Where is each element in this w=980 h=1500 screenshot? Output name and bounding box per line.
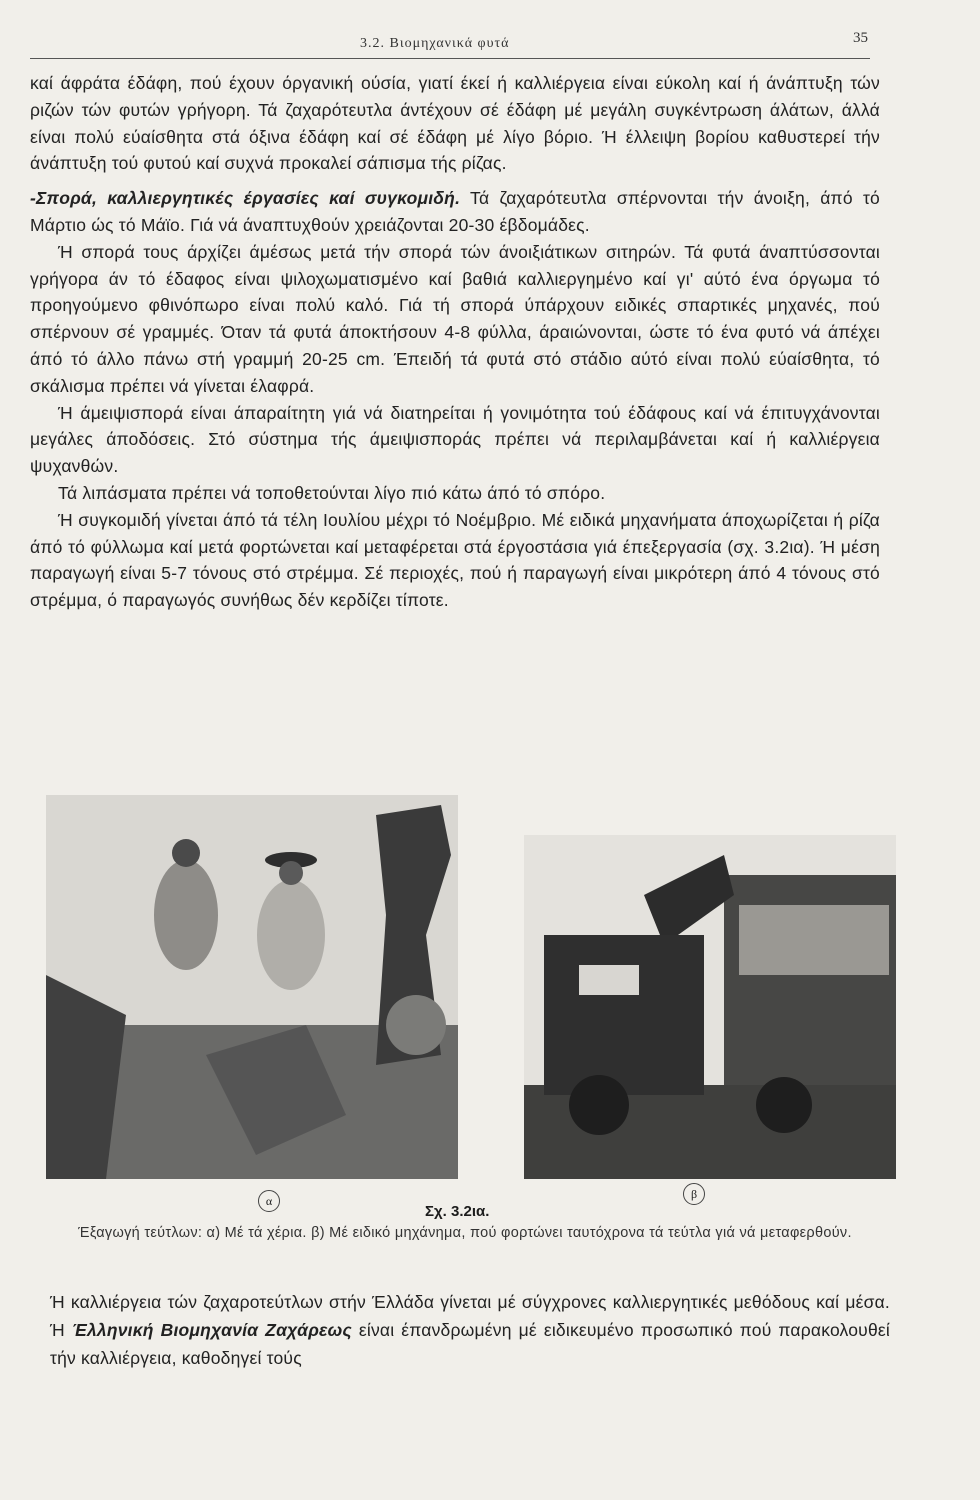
running-head: 3.2. Βιομηχανικά φυτά	[360, 36, 510, 51]
paragraph-soil: καί άφράτα έδάφη, πού έχουν όργανική ούσία, γιατί έκεί ή καλλιέργεια είναι εύκολη καί ή άνάπτυξη τών ριζών τών φυτών γρήγορη. Τά ζαχαρότευτλα άντέχουν σέ έδάφη μέ μεγάλη συγκέντρωση άλάτων, άλλά είναι πολύ εύαίσθητα στά όξινα έδάφη καί σέ έδάφη μέ λίγο βόριο. Ή έλλειψη βορίου καθυστερεί τήν άνάπτυξη τού φυτού καί συχνά προκαλεί σάπισμα τής ρίζας.	[30, 73, 880, 174]
paragraph-harvest: Ή συγκομιδή γίνεται άπό τά τέλη Ιουλίου μέχρι τό Νοέμβριο. Μέ ειδικά μηχανήματα άποχωρίζεται ή ρίζα άπό τό φύλλωμα καί μετά φορτώνεται καί μεταφέρεται στά έργοστάσια γιά έπεξεργασία (σχ. 3.2ια). Ή μέση παραγωγή είναι 5-7 τόνους στό στρέμμα. Σέ περιοχές, πού ή παραγωγή είναι μικρότερη άπό 4 τόνους στό στρέμμα, ό παραγωγός συνήθως δέν κερδίζει τίποτε.	[30, 509, 880, 611]
page-header	[30, 28, 870, 59]
closing-text-after: είναι έπανδρωμένη μέ ειδικευμένο προσωπικό πού παρακολουθεί τήν καλλιέργεια, καθοδηγεί τούς	[50, 1320, 890, 1368]
figure-label-b: β	[683, 1183, 705, 1205]
closing-text-before: Ή καλλιέργεια τών ζαχαροτεύτλων στήν Έλλάδα γίνεται μέ σύγχρονες καλλιεργητικές μεθόδους καί μέσα. Ή	[50, 1292, 890, 1340]
paragraph-sowing-text: Τά ζαχαρότευτλα σπέρνονται τήν άνοιξη, άπό τό Μάρτιο ώς τό Μάϊο. Γιά νά άναπτυχθούν χρειάζονται 20-30 έβδομάδες.	[30, 188, 880, 235]
closing-paragraph	[50, 1288, 890, 1372]
figure	[40, 795, 900, 1185]
figure-caption: Έξαγωγή τεύτλων: α) Μέ τά χέρια. β) Μέ ειδικό μηχάνημα, πού φορτώνει ταυτόχρονα τά τεύτλα γιά νά μεταφερθούν.	[78, 1225, 852, 1241]
main-body	[30, 70, 880, 614]
figure-label-a: α	[258, 1190, 280, 1212]
section-heading: -Σπορά, καλλιεργητικές έργασίες καί συγκομιδή.	[30, 188, 461, 209]
photo-hand-harvest	[46, 795, 458, 1179]
company-name: Έλληνική Βιομηχανία Ζαχάρεως	[71, 1320, 352, 1340]
figure-number: Σχ. 3.2ια.	[425, 1203, 490, 1220]
paragraph-fertilizers: Τά λιπάσματα πρέπει νά τοποθετούνται λίγο πιό κάτω άπό τό σπόρο.	[58, 482, 606, 503]
paragraph-sowing-details: Ή σπορά τους άρχίζει άμέσως μετά τήν σπορά τών άνοιξιάτικων σιτηρών. Τά φυτά άναπτύσσονται γρήγορα άν τό έδαφος είναι ψιλοχωματισμένο καί βαθιά καλλιεργημένο καί γι' αύτό ένα όργωμα τό προηγούμενο φθινόπωρο είναι πολύ καλό. Γιά τή σπορά ύπάρχουν ειδικές σπαρτικές μηχανές, πού σπέρνουν σέ γραμμές. Όταν τά φυτά άποκτήσουν 4-8 φύλλα, άραιώνονται, ώστε τό ένα φυτό νά άπέχει άπό τό άλλο πάνω στή γραμμή 20-25 cm. Έπειδή τά φυτά στό στάδιο αύτό είναι πολύ εύαίσθητα, τό σκάλισμα πρέπει νά γίνεται έλαφρά.	[30, 241, 880, 396]
paragraph-sowing	[30, 185, 880, 239]
photo-machine-harvest	[524, 835, 896, 1179]
paragraph-crop-rotation: Ή άμειψισπορά είναι άπαραίτητη γιά νά διατηρείται ή γονιμότητα τού έδάφους καί νά έπιτυγχάνονται μεγάλες άποδόσεις. Στό σύστημα τής άμειψισποράς πρέπει νά περιλαμβάνεται καί ή καλλιέργεια ψυχανθών.	[30, 402, 880, 477]
page-number: 35	[853, 30, 868, 46]
